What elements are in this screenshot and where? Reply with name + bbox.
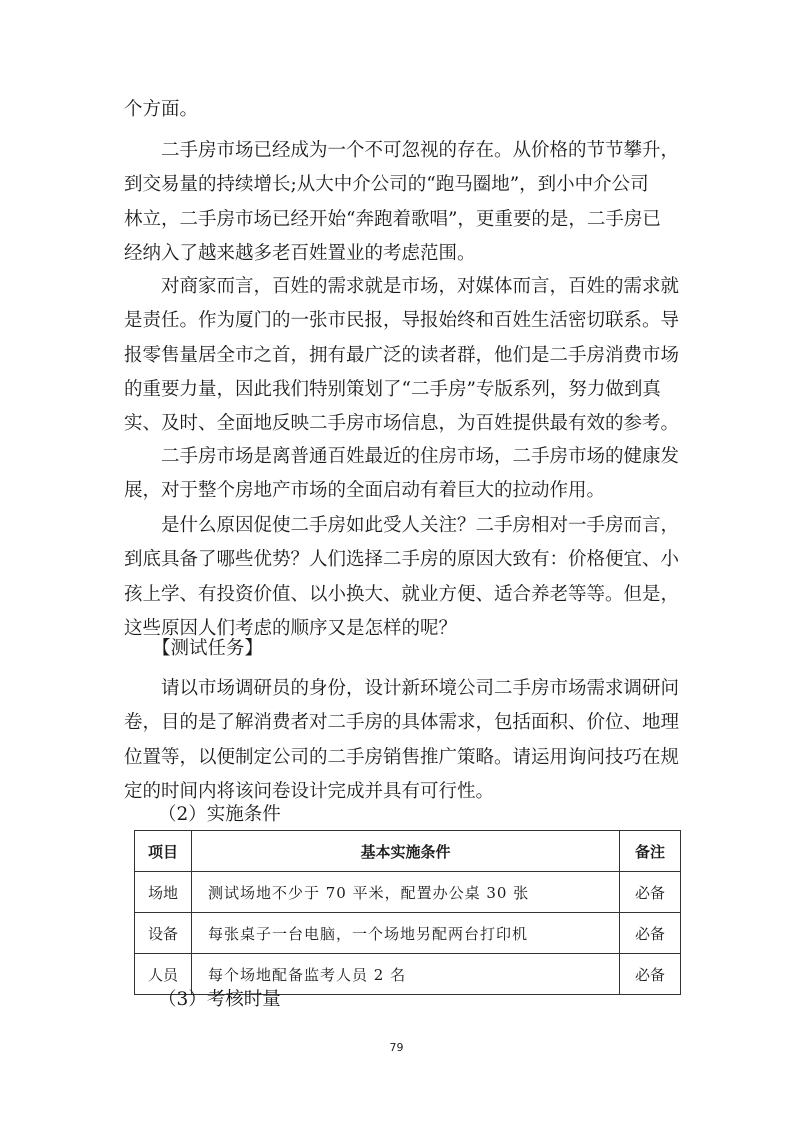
text-line: 林立，二手房市场已经开始“奔跑着歌唱”，更重要的是，二手房已 (124, 208, 661, 230)
table-cell: 测试场地不少于 70 平米，配置办公桌 30 张 (192, 872, 620, 913)
conditions-table (134, 830, 681, 995)
test-task-heading (124, 632, 684, 666)
text-line: 【测试任务】 (152, 638, 264, 659)
column-header: 基本实施条件 (192, 831, 620, 872)
table-header-row (135, 831, 681, 872)
section-heading-duration: （3）考核时量 (158, 989, 281, 1010)
table-row (135, 913, 681, 954)
table-cell: 必备 (620, 872, 681, 913)
paragraph-reasons (124, 509, 684, 646)
table-cell: 每张桌子一台电脑，一个场地另配两台打印机 (192, 913, 620, 954)
column-header: 备注 (620, 831, 681, 872)
text-line: 个方面。 (124, 99, 199, 120)
text-line: 请以市场调研员的身份，设计新环境公司二手房市场需求调研问 (161, 678, 680, 699)
table-cell: 场地 (135, 872, 192, 913)
table-cell: 每个场地配备监考人员 2 名 (192, 954, 620, 995)
table-row (135, 872, 681, 913)
paragraph-market-overview (124, 134, 684, 271)
text-line: 位置等，以便制定公司的二手房销售推广策略。请运用询问技巧在规 (124, 746, 680, 768)
paragraph-test-task (124, 672, 684, 809)
text-line: 报零售量居全市之首，拥有最广泛的读者群，他们是二手房消费市场 (124, 344, 680, 366)
table-cell: 设备 (135, 913, 192, 954)
text-line: 到交易量的持续增长;从大中介公司的“跑马圈地”，到小中介公司 (124, 174, 649, 196)
text-line: 到底具备了哪些优势？人们选择二手房的原因大致有：价格便宜、小 (124, 549, 680, 571)
table-cell: 必备 (620, 954, 681, 995)
paragraph-media-role (124, 270, 684, 441)
text-line: 孩上学、有投资价值、以小换大、就业方便、适合养老等等。但是， (124, 583, 680, 605)
text-line: 对商家而言，百姓的需求就是市场，对媒体而言，百姓的需求就 (161, 276, 680, 297)
text-line: 定的时间内将该问卷设计完成并具有可行性。 (124, 780, 495, 802)
text-line: 二手房市场已经成为一个不可忽视的存在。从价格的节节攀升， (161, 140, 680, 161)
text-line: 是责任。作为厦门的一张市民报，导报始终和百姓生活密切联系。导 (124, 310, 680, 332)
column-header: 项目 (135, 831, 192, 872)
text-line: 展，对于整个房地产市场的全面启动有着巨大的拉动作用。 (124, 480, 606, 502)
text-line: 二手房市场是离普通百姓最近的住房市场，二手房市场的健康发 (161, 446, 680, 467)
text-line: 经纳入了越来越多老百姓置业的考虑范围。 (124, 242, 476, 264)
text-line: 的重要力量，因此我们特别策划了“二手房”专版系列，努力做到真 (124, 378, 661, 400)
table-cell: 人员 (135, 954, 192, 995)
section-heading-conditions: （2）实施条件 (158, 804, 281, 825)
page-number: 79 (389, 1041, 404, 1054)
paragraph-continuation (124, 93, 684, 127)
text-line: 实、及时、全面地反映二手房市场信息，为百姓提供最有效的参考。 (124, 413, 680, 435)
text-line: 这些原因人们考虑的顺序又是怎样的呢？ (124, 617, 458, 639)
table-cell: 必备 (620, 913, 681, 954)
text-line: 是什么原因促使二手房如此受人关注？二手房相对一手房而言， (161, 515, 680, 536)
paragraph-market-health (124, 440, 684, 509)
text-line: 卷，目的是了解消费者对二手房的具体需求，包括面积、价位、地理 (124, 712, 680, 734)
